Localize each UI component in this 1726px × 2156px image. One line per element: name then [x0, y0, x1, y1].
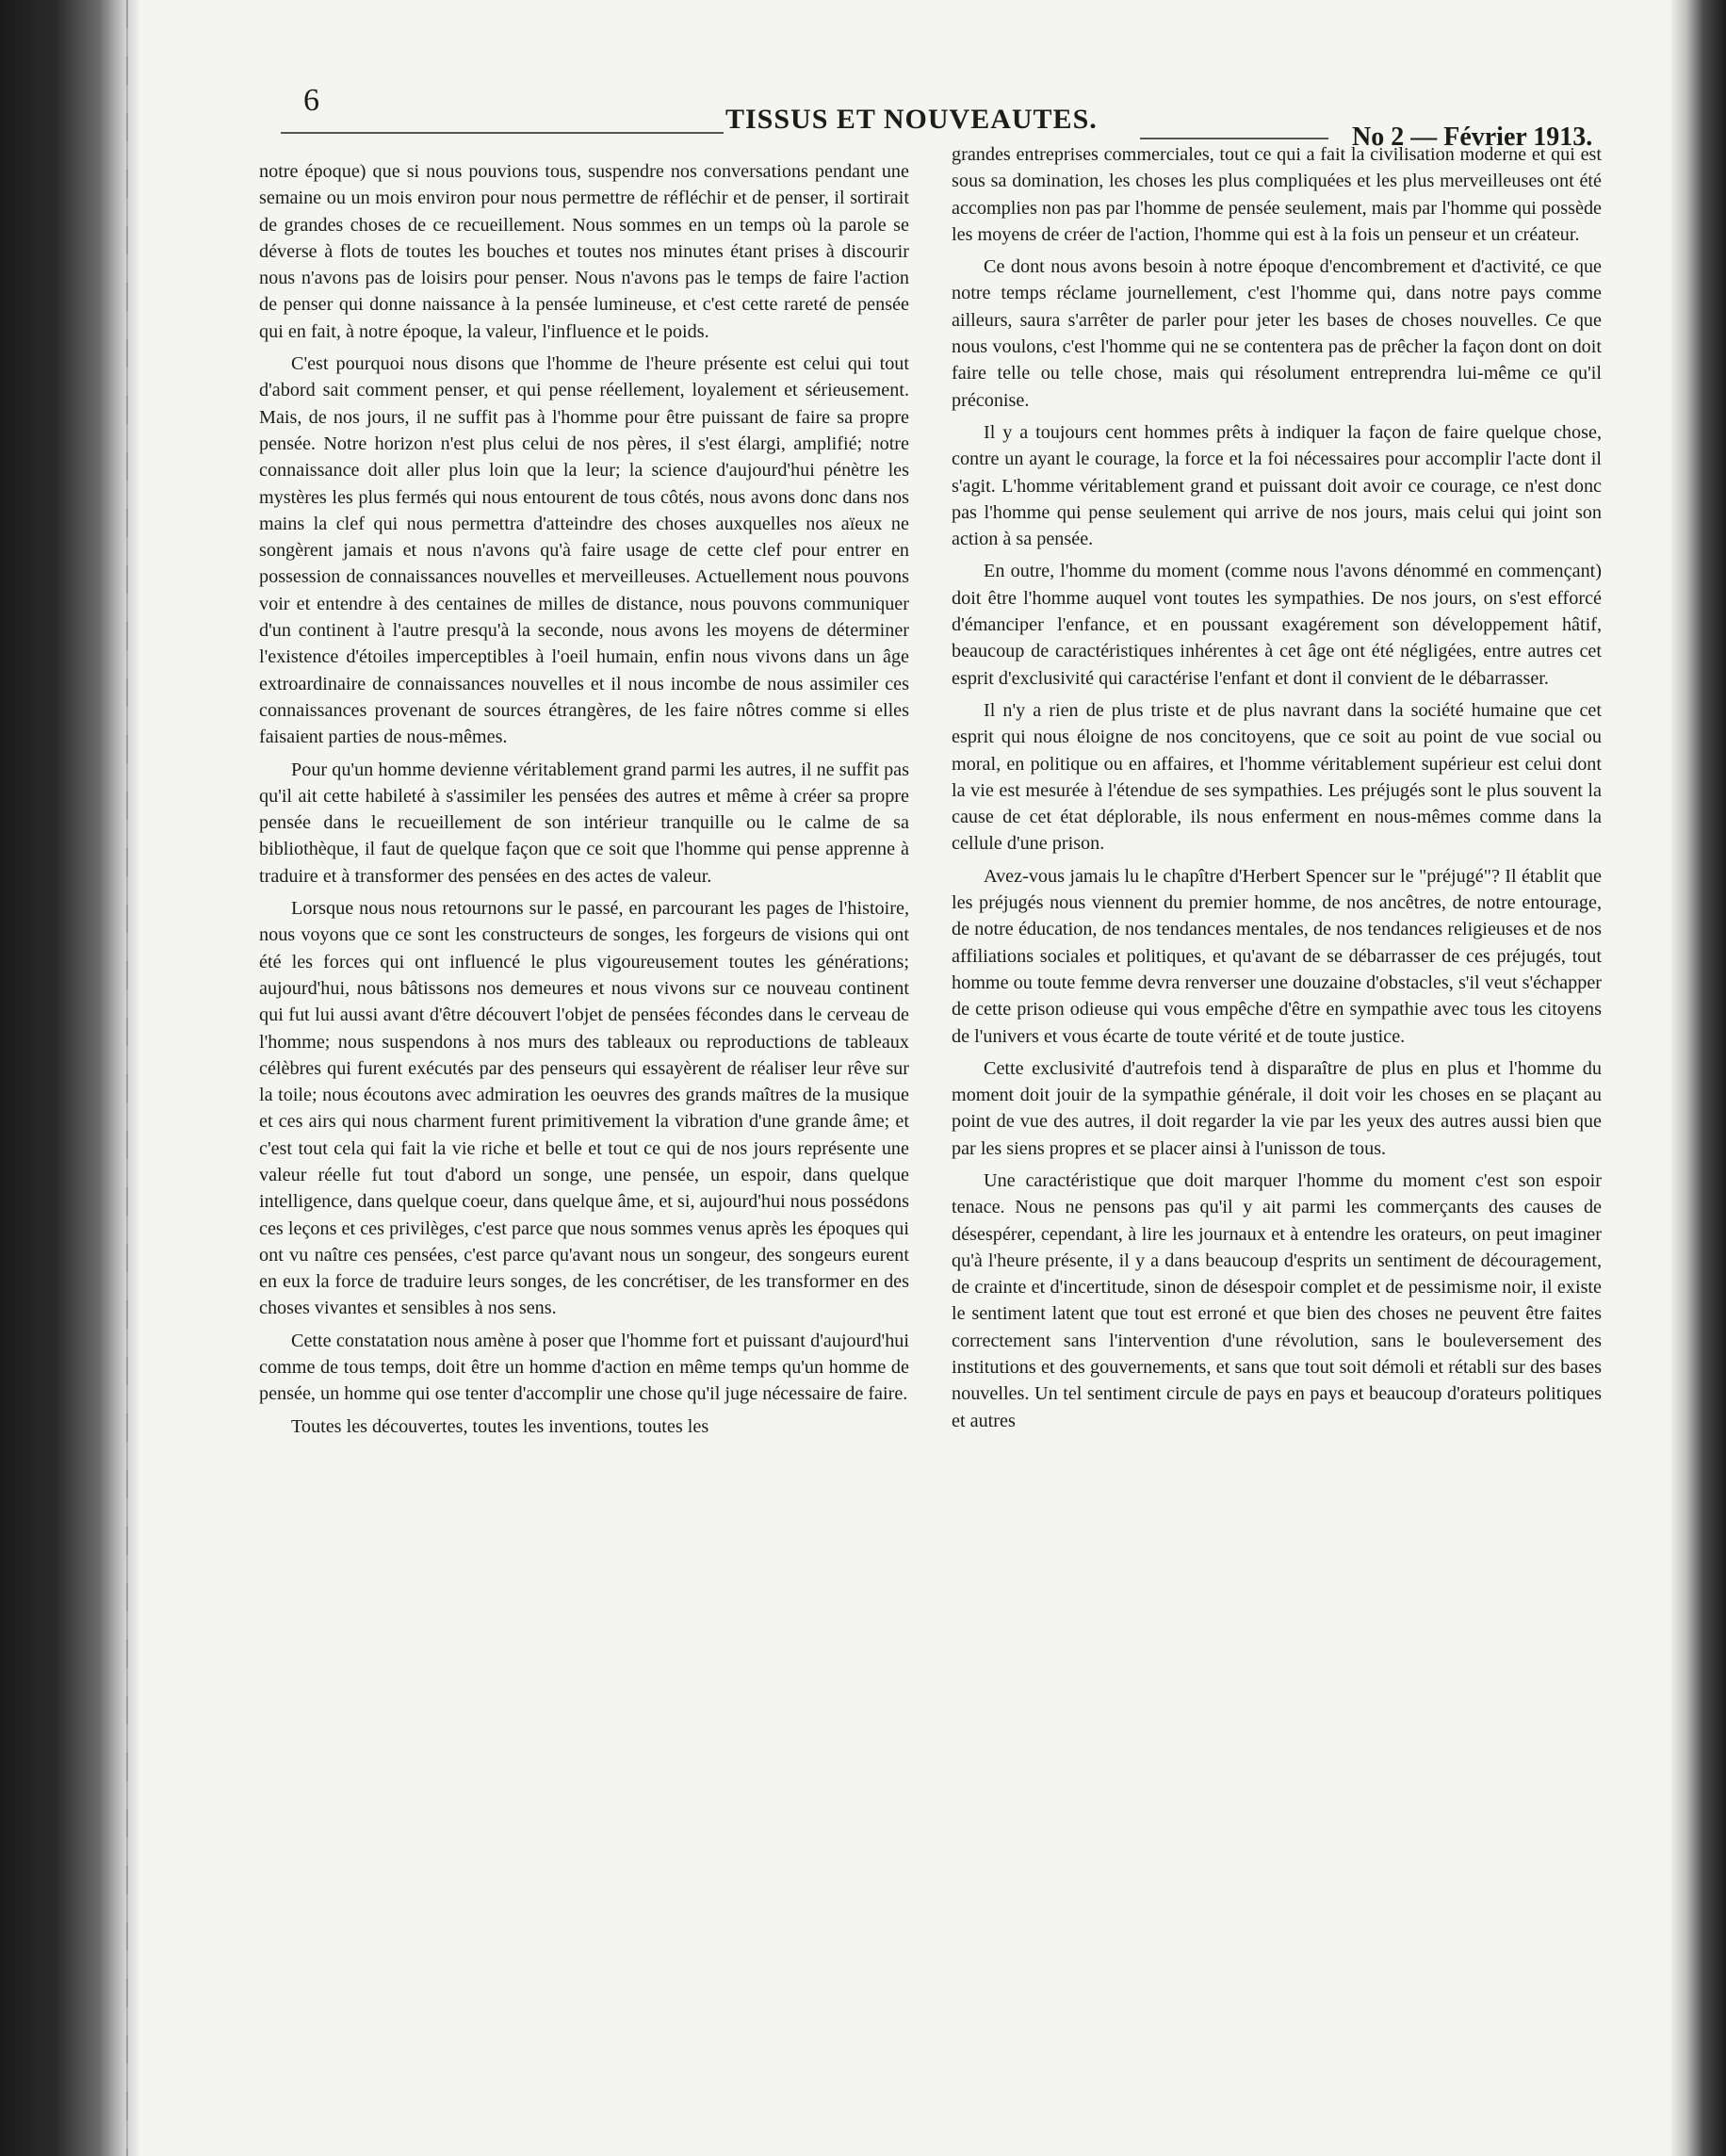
right-column [952, 141, 1602, 1434]
paragraph: En outre, l'homme du moment (comme nous l'avons dénommé en commençant) doit être l'homme auquel vont toutes les sympathies. De nos jours, on s'est efforcé d'émanciper l'enfance, et en poussant exagérement son développement hâtif, beaucoup de caractéristiques inhérentes à cet âge ont été négligées, entre autres cet esprit d'exclusivité qui caractérise l'enfant et dont il convient de le débarrasser. [952, 561, 1602, 689]
paragraph: Pour qu'un homme devienne véritablement grand parmi les autres, il ne suffit pas qu'il ait cette habileté à s'assimiler les pensées des autres et même à créer sa propre pensée dans le recueillement de son intérieur tranquille ou le calme de sa bibliothèque, il faut de quelque façon que ce soit que l'homme qui pense apprenne à traduire et à transformer des pensées en des actes de valeur. [259, 759, 909, 887]
magazine-page [141, 0, 1669, 2156]
issue-date: No 2 — Février 1913. [1352, 122, 1593, 152]
header-rule-left [281, 132, 724, 134]
paragraph: Il y a toujours cent hommes prêts à indiquer la façon de faire quelque chose, contre un ayant le courage, la force et la foi nécessaires pour accomplir l'acte dont il s'agit. L'homme véritablement grand et puissant doit avoir ce courage, ce n'est donc pas l'homme qui pense seulement qui arrive de nos jours, mais celui qui joint son action à sa pensée. [952, 421, 1602, 550]
header-rule-right [1140, 138, 1328, 139]
paragraph: Il n'y a rien de plus triste et de plus navrant dans la société humaine que cet esprit qui nous éloigne de nos concitoyens, que ce soit au point de vue social ou moral, en politique ou en affaires, et l'homme véritablement supérieur est celui dont la vie est mesurée à l'étendue de ses sympathies. Les préjugés sont le plus souvent la cause de cet état déplorable, ils nous enferment en nous-mêmes comme dans la cellule d'une prison. [952, 699, 1602, 855]
paragraph: C'est pourquoi nous disons que l'homme de l'heure présente est celui qui tout d'abord sait comment penser, et qui pense réellement, loyalement et sérieusement. Mais, de nos jours, il ne suffit pas à l'homme pour être puissant de faire sa propre pensée. Notre horizon n'est plus celui de nos pères, il s'est élargi, amplifié; notre connaissance doit aller plus loin que la leur; la science d'aujourd'hui pénètre les mystères les plus fermés qui nous entourent de tous côtés, nous avons donc dans nos mains la clef qui nous permettra d'atteindre des choses auxquelles nos aïeux ne songèrent jamais et nous n'avons qu'à faire usage de cette clef pour entrer en possession de connaissances nouvelles et merveilleuses. Actuellement nous pouvons voir et entendre à des centaines de milles de distance, nous pouvons communiquer d'un continent à l'autre presqu'à la seconde, nous avons les moyens de déterminer l'existence d'étoiles imperceptibles à l'oeil humain, enfin nous vivons dans un âge extroardinaire de connaissances nouvelles et il nous incombe de nous assimiler ces connaissances provenant de sources étrangères, de les faire nôtres comme si elles faisaient parties de nous-mêmes. [259, 353, 909, 748]
page-number: 6 [303, 83, 319, 118]
book-binding-gutter [0, 0, 141, 2156]
paragraph: Ce dont nous avons besoin à notre époque d'encombrement et d'activité, ce que notre temps réclame journellement, c'est l'homme qui, dans notre pays comme ailleurs, saura s'arrêter de parler pour jeter les bases de choses nouvelles. Ce que nous voulons, c'est l'homme qui ne se contentera pas de prêcher la façon dont on doit faire telle ou telle chose, mais qui résolument entreprendra lui-même ce qu'il préconise. [952, 256, 1602, 411]
paragraph: Toutes les découvertes, toutes les inventions, toutes les [291, 1415, 709, 1437]
journal-title: TISSUS ET NOUVEAUTES. [725, 104, 1098, 135]
paragraph: Cette exclusivité d'autrefois tend à disparaître de plus en plus et l'homme du moment doit jouir de la sympathie générale, il doit voir les choses en se plaçant au point de vue des autres, il doit regarder la vie par les yeux des autres aussi bien que par les siens propres et se placer ainsi à l'unisson de tous. [952, 1057, 1602, 1159]
page-right-edge [1669, 0, 1726, 2156]
paragraph: Lorsque nous nous retournons sur le passé, en parcourant les pages de l'histoire, nous voyons que ce sont les constructeurs de songes, les forgeurs de visions qui ont été les forces qui ont influencé le plus vigoureusement toutes les générations; aujourd'hui, nous bâtissons nos demeures et nous vivons sur ce nouveau continent qui fut lui aussi avant d'être découvert l'objet de pensées fécondes dans le cerveau de l'homme; nous suspendons à nos murs des tableaux ou reproductions de tableaux célèbres qui furent exécutés par des penseurs qui essayèrent de réaliser leur rêve sur la toile; nous écoutons avec admiration les oeuvres des grands maîtres de la musique et ces airs qui nous charment furent primitivement la vibration d'une grande âme; et c'est tout cela qui fait la vie riche et belle et tout ce qui de nos jours représente une valeur réelle fut tout d'abord un songe, une pensée, un espoir, dans quelque intelligence, dans quelque coeur, dans quelque âme, et si, aujourd'hui nous possédons ces leçons et ces privilèges, c'est parce que nous sommes venus après les époques qui ont vu naître ces pensées, c'est parce qu'avant nous un songeur, des songeurs eurent en eux la force de traduire leurs songes, de les concrétiser, de les transformer en des choses vivantes et sensibles à nos sens. [259, 898, 909, 1319]
paragraph: notre époque) que si nous pouvions tous, suspendre nos conversations pendant une semaine ou un mois environ pour nous permettre de réfléchir et de penser, il sortirait de grandes choses de ce recueillement. Nous sommes en un temps où la parole se déverse à flots de toutes les bouches et toutes nos minutes étant prises à discourir nous n'avons pas de loisirs pour penser. Nous n'avons pas le temps de faire l'action de penser qui donne naissance à la pensée lumineuse, et c'est cette rareté de pensée qui en fait, à notre époque, la valeur, l'influence et le poids. [259, 161, 909, 342]
paragraph: Cette constatation nous amène à poser que l'homme fort et puissant d'aujourd'hui comme de tous temps, doit être un homme d'action en même temps qu'un homme de pensée, un homme qui ose tenter d'accomplir une chose qu'il juge nécessaire de faire. [259, 1330, 909, 1405]
paragraph: Une caractéristique que doit marquer l'homme du moment c'est son espoir tenace. Nous ne pensons pas qu'il y ait parmi les commerçants des causes de désespérer, cependant, à lire les journaux et à entendre les orateurs, on peut imaginer qu'à l'heure présente, il y a dans beaucoup d'esprits un sentiment de découragement, de crainte et d'incertitude, sinon de désespoir complet et de pessimisme noir, il existe le sentiment latent que tout est erroné et que bien des choses ne peuvent être faites correctement sans l'intervention d'une révolution, sans le bouleversement des institutions et des gouvernements, et sans que tout soit démoli et rétabli sur des bases nouvelles. Un tel sentiment circule de pays en pays et beaucoup d'orateurs politiques et autres [952, 1169, 1602, 1431]
paragraph: grandes entreprises commerciales, tout ce qui a fait la civilisation moderne et qui est sous sa domination, les choses les plus compliquées et les plus merveilleuses ont été accomplies non pas par l'homme de pensée seulement, mais par l'homme qui possède les moyens de créer de l'action, l'homme qui est à la fois un penseur et un créateur. [952, 144, 1602, 245]
left-column [259, 158, 909, 1440]
paragraph: Avez-vous jamais lu le chapître d'Herbert Spencer sur le "préjugé"? Il établit que les préjugés nous viennent du premier homme, de nos ancêtres, de notre entourage, de notre éducation, de nos tendances mentales, de nos tendances religieuses et de nos affiliations sociales et politiques, et qu'avant de se débarrasser de ces préjugés, tout homme ou toute femme devra renverser une douzaine d'obstacles, s'il veut s'échapper de cette prison odieuse qui vous empêche d'être en sympathie avec tous les citoyens de l'univers et vous écarte de toute vérité et de toute justice. [952, 865, 1602, 1047]
